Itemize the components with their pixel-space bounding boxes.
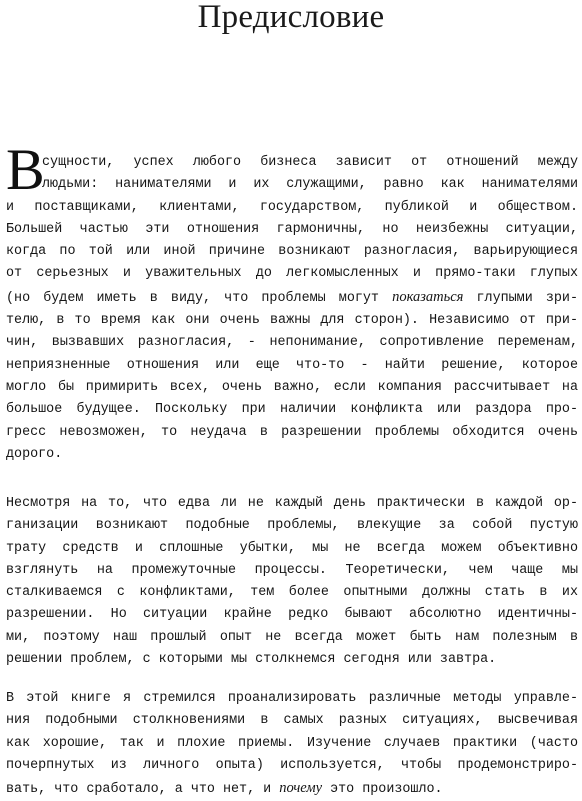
- text-line: от серьезных и уважительных до легкомысленных и прямо-таки глупых: [6, 266, 578, 282]
- text-line: могло бы примирить всех, очень важно, если компания рассчитывает на: [6, 379, 578, 395]
- paragraph-1: [6, 152, 578, 466]
- emphasis-text: показаться: [392, 288, 464, 305]
- text-line: телю, в то время как они очень важны для сторон). Независимо от при-: [6, 313, 578, 329]
- text-line: как хорошие, так и плохие приемы. Изучение случаев практики (часто: [6, 735, 578, 751]
- text-line: гресс невозможен, то неудача в разрешении проблемы обходится очень: [6, 424, 578, 440]
- page-title: Предисловие: [197, 0, 385, 35]
- emphasis-text: почему: [279, 780, 323, 797]
- paragraph-2: [6, 493, 578, 671]
- text-line: (но будем иметь в виду, что проблемы могут показаться глупыми зри-: [6, 288, 578, 306]
- text-line: людьми: нанимателями и их служащими, равно как нанимателями: [42, 177, 578, 193]
- text-line: чин, вызвавших разногласия, - непонимание, сопротивление переменам,: [6, 335, 578, 351]
- text-line: разрешении. Но ситуации крайне редко бывают абсолютно идентичны-: [6, 607, 578, 623]
- text-line: Несмотря на то, что едва ли не каждый день практически в каждой ор-: [6, 496, 578, 511]
- text-line: В этой книге я стремился проанализировать различные методы управле-: [6, 691, 578, 706]
- drop-cap-letter: В: [6, 137, 45, 202]
- text-line: неприязненные отношения или еще что-то - найти решение, которое: [6, 357, 578, 373]
- text-line: ми, поэтому наш прошлый опыт не всегда может быть нам полезным в: [6, 629, 578, 645]
- text-line: ганизации возникают подобные проблемы, влекущие за собой пустую: [6, 518, 578, 534]
- text-line: большое будущее. Поскольку при наличии конфликта или раздора про-: [6, 402, 578, 418]
- text-line: дорого.: [6, 446, 63, 462]
- text-line: почерпнутых из личного опыта) используется, чтобы продемонстриро-: [6, 757, 578, 773]
- text-line: решении проблем, с которыми мы столкнемся сегодня или завтра.: [6, 652, 497, 668]
- text-line: ния подобными столкновениями в самых разных ситуациях, высвечивая: [6, 713, 578, 729]
- paragraph-3: [6, 688, 578, 801]
- text-line: вать, что сработало, а что нет, и почему это произошло.: [6, 780, 443, 798]
- text-line: трату средств и сплошные убытки, мы не всегда можем объективно: [6, 540, 578, 556]
- text-line: когда по той или иной причине возникают разногласия, варьирующиеся: [6, 244, 578, 260]
- text-line: взглянуть на промежуточные процессы. Теоретически, чем чаще мы: [6, 562, 578, 578]
- text-line: Большей частью эти отношения гармоничны, но неизбежны ситуации,: [6, 221, 578, 237]
- text-line: сущности, успех любого бизнеса зависит от отношений между: [42, 155, 578, 170]
- text-line: и поставщиками, клиентами, государством, публикой и обществом.: [6, 199, 578, 215]
- text-line: сталкиваемся с конфликтами, тем более опытными должны стать в их: [6, 585, 578, 601]
